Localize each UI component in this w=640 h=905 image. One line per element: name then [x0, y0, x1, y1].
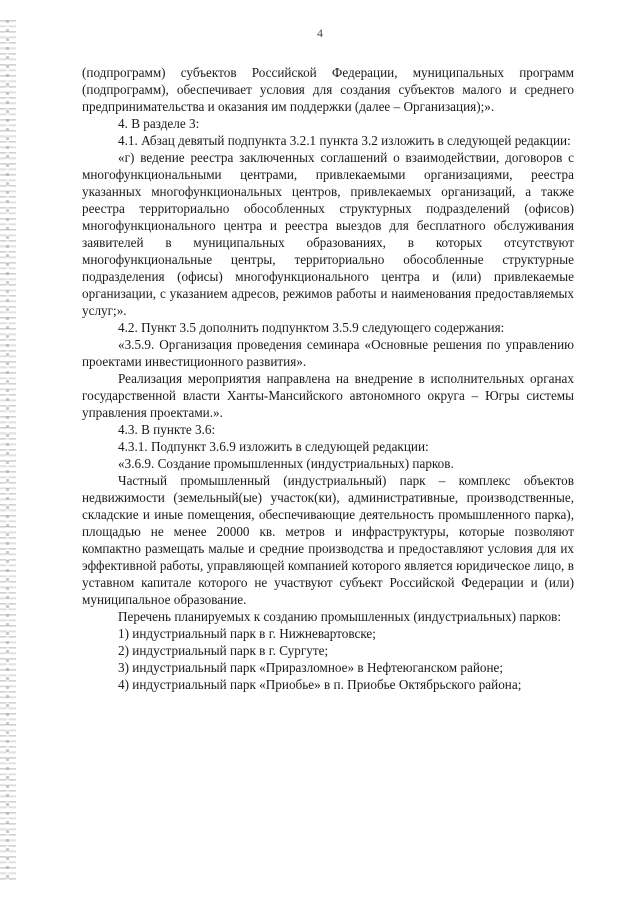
paragraph-parks-list-intro: Перечень планируемых к созданию промышленных (индустриальных) парков: [118, 609, 562, 624]
paragraph-implementation: Реализация мероприятия направлена на внедрение в исполнительных органах государственной власти Ханты-Мансийского автономного округа – Югры системы управления проектами.». [82, 371, 574, 420]
paragraph-item-4-2: 4.2. Пункт 3.5 дополнить подпунктом 3.5.9 следующего содержания: [118, 320, 505, 335]
list-item-2: 2) индустриальный парк в г. Сургуте; [118, 643, 329, 658]
list-item-1: 1) индустриальный парк в г. Нижневартовске; [118, 626, 376, 641]
paragraph-item-3-5-9: «3.5.9. Организация проведения семинара «Основные решения по управлению проектами инвестиционного развития». [82, 337, 574, 369]
page-number: 4 [317, 26, 323, 40]
paragraph-section-4: 4. В разделе 3: [118, 116, 200, 131]
list-item-4: 4) индустриальный парк «Приобье» в п. Приобье Октябрьского района; [118, 677, 522, 692]
paragraph-item-3-6-9: «3.6.9. Создание промышленных (индустриальных) парков. [118, 456, 454, 471]
document-body [82, 64, 574, 693]
paragraph-item-g: «г) ведение реестра заключенных соглашений о взаимодействии, договоров с многофункциональными центрами, привлекаемыми организациями, реестра указанных многофункциональных центров, привлекаемых организаций, а также реестра территориально обособленных структурных подразделений (офисов) многофункционального центра и реестра выездов для бесплатного обслуживания заявителей в муниципальных образованиях, в которых отсутствуют многофункциональные центры, территориально обособленные структурные подразделения (офисы) многофункционального центра и (или) привлекаемые организации, с указанием адресов, режимов работы и наименования предоставляемых услуг;». [82, 150, 574, 318]
list-item-3: 3) индустриальный парк «Приразломное» в Нефтеюганском районе; [118, 660, 504, 675]
paragraph-industrial-park-definition: Частный промышленный (индустриальный) парк – комплекс объектов недвижимости (земельный(ые) участок(ки), административные, производственные, складские и иные помещения, обеспечивающие деятельность промышленного парка), площадью не менее 20000 кв. метров и инфраструктуры, которые позволяют компактно размещать малые и средние производства и предоставляют условия для их эффективной работы, управляющей компанией которого является юридическое лицо, в уставном капитале которого не участвуют субъект Российской Федерации и (или) муниципальное образование. [82, 473, 574, 607]
paragraph-item-4-3: 4.3. В пункте 3.6: [118, 422, 216, 437]
scan-margin-marks [0, 20, 16, 880]
paragraph-item-4-3-1: 4.3.1. Подпункт 3.6.9 изложить в следующей редакции: [118, 439, 429, 454]
paragraph-item-4-1: 4.1. Абзац девятый подпункта 3.2.1 пункта 3.2 изложить в следующей редакции: [118, 133, 571, 148]
paragraph-intro-continuation: (подпрограмм) субъектов Российской Федерации, муниципальных программ (подпрограмм), обеспечивает условия для создания субъектов малого и среднего предпринимательства и оказания им поддержки (далее – Организация);». [82, 65, 574, 114]
